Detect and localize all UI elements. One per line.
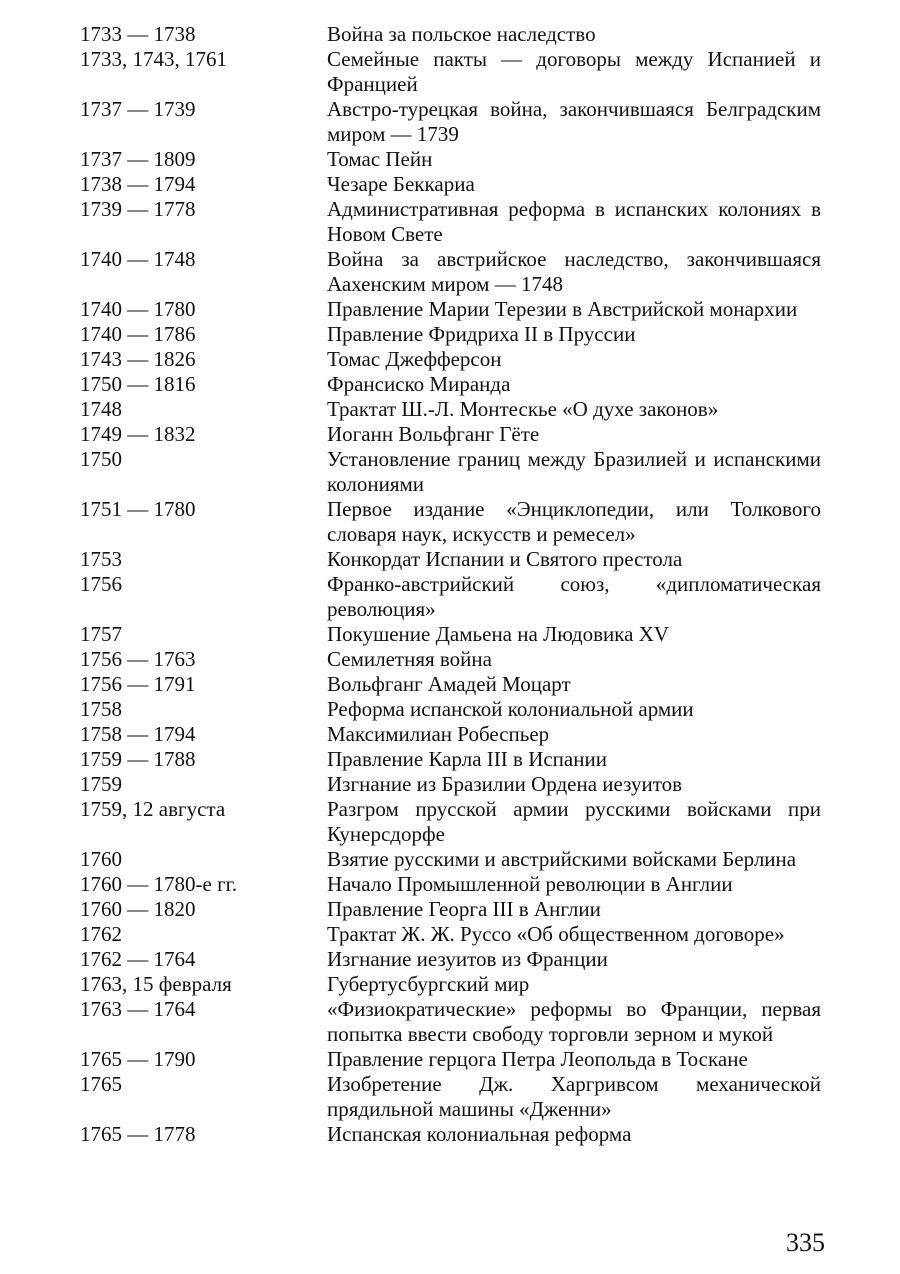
chronology-row (80, 197, 825, 247)
entry-event: Максимилиан Робеспьер (327, 722, 550, 746)
entry-date: 1737 — 1739 (80, 97, 196, 121)
entry-date: 1760 — 1780-е гг. (80, 872, 238, 896)
entry-event: Изобретение Дж. Харгривсом механической прядильной машины «Дженни» (327, 1072, 821, 1121)
entry-event: Война за австрийское наследство, закончившаяся Аахенским миром — 1748 (327, 247, 821, 296)
entry-event: «Физиократические» реформы во Франции, первая попытка ввести свободу торговли зерном и мукой (327, 997, 821, 1046)
entry-date: 1759, 12 августа (80, 797, 226, 821)
entry-event: Покушение Дамьена на Людовика XV (327, 622, 670, 646)
entry-event: Губертусбургский мир (327, 972, 530, 996)
entry-date: 1751 — 1780 (80, 497, 196, 521)
chronology-row (80, 647, 825, 672)
chronology-row (80, 372, 825, 397)
chronology-row (80, 622, 825, 647)
entry-event: Правление Карла III в Испании (327, 747, 607, 771)
chronology-row (80, 947, 825, 972)
chronology-row (80, 497, 825, 547)
entry-event: Томас Пейн (327, 147, 433, 171)
chronology-row (80, 747, 825, 772)
entry-date: 1740 — 1780 (80, 297, 196, 321)
entry-date: 1756 — 1763 (80, 647, 196, 671)
chronology-row (80, 897, 825, 922)
entry-event: Война за польское наследство (327, 22, 596, 46)
chronology-row (80, 922, 825, 947)
chronology-row (80, 797, 825, 847)
entry-date: 1733, 1743, 1761 (80, 47, 227, 71)
entry-date: 1749 — 1832 (80, 422, 196, 446)
entry-event: Семилетняя война (327, 647, 492, 671)
chronology-row (80, 172, 825, 197)
chronology-row (80, 297, 825, 322)
entry-date: 1738 — 1794 (80, 172, 196, 196)
entry-date: 1750 (80, 447, 122, 471)
entry-date: 1762 — 1764 (80, 947, 196, 971)
entry-event: Чезаре Беккариа (327, 172, 475, 196)
entry-date: 1756 — 1791 (80, 672, 196, 696)
entry-event: Трактат Ш.-Л. Монтескье «О духе законов» (327, 397, 719, 421)
entry-date: 1765 — 1778 (80, 1122, 196, 1146)
chronology-row (80, 972, 825, 997)
entry-date: 1765 — 1790 (80, 1047, 196, 1071)
entry-event: Правление герцога Петра Леопольда в Тоскане (327, 1047, 748, 1071)
entry-date: 1743 — 1826 (80, 347, 196, 371)
entry-date: 1759 — 1788 (80, 747, 196, 771)
entry-event: Франсиско Миранда (327, 372, 511, 396)
chronology-row (80, 722, 825, 747)
entry-date: 1739 — 1778 (80, 197, 196, 221)
entry-event: Реформа испанской колониальной армии (327, 697, 694, 721)
entry-date: 1759 (80, 772, 122, 796)
chronology-table (80, 22, 825, 1147)
chronology-row (80, 1122, 825, 1147)
entry-date: 1763, 15 февраля (80, 972, 232, 996)
chronology-row (80, 772, 825, 797)
chronology-row (80, 997, 825, 1047)
entry-date: 1760 (80, 847, 122, 871)
chronology-row (80, 1047, 825, 1072)
chronology-row (80, 347, 825, 372)
chronology-row (80, 247, 825, 297)
chronology-row (80, 97, 825, 147)
chronology-row (80, 147, 825, 172)
entry-date: 1763 — 1764 (80, 997, 196, 1021)
entry-event: Разгром прусской армии русскими войсками при Кунерсдорфе (327, 797, 821, 846)
entry-date: 1740 — 1786 (80, 322, 196, 346)
entry-event: Вольфганг Амадей Моцарт (327, 672, 571, 696)
chronology-row (80, 322, 825, 347)
entry-event: Взятие русскими и австрийскими войсками Берлина (327, 847, 797, 871)
entry-date: 1753 (80, 547, 122, 571)
entry-date: 1750 — 1816 (80, 372, 196, 396)
entry-event: Испанская колониальная реформа (327, 1122, 632, 1146)
chronology-row (80, 1072, 825, 1122)
entry-date: 1737 — 1809 (80, 147, 196, 171)
entry-event: Конкордат Испании и Святого престола (327, 547, 683, 571)
entry-date: 1762 (80, 922, 122, 946)
entry-event: Франко-австрийский союз, «дипломатическая революция» (327, 572, 821, 621)
entry-event: Правление Георга III в Англии (327, 897, 601, 921)
entry-date: 1758 (80, 697, 122, 721)
entry-event: Австро-турецкая война, закончившаяся Белградским миром — 1739 (327, 97, 821, 146)
entry-date: 1748 (80, 397, 122, 421)
chronology-row (80, 672, 825, 697)
entry-date: 1765 (80, 1072, 122, 1096)
entry-date: 1756 (80, 572, 122, 596)
entry-date: 1757 (80, 622, 122, 646)
entry-event: Томас Джефферсон (327, 347, 502, 371)
entry-date: 1733 — 1738 (80, 22, 196, 46)
entry-event: Семейные пакты — договоры между Испанией и Францией (327, 47, 821, 96)
entry-event: Трактат Ж. Ж. Руссо «Об общественном договоре» (327, 922, 785, 946)
chronology-row (80, 22, 825, 47)
entry-date: 1740 — 1748 (80, 247, 196, 271)
chronology-row (80, 397, 825, 422)
chronology-row (80, 697, 825, 722)
entry-date: 1760 — 1820 (80, 897, 196, 921)
entry-date: 1758 — 1794 (80, 722, 196, 746)
chronology-row (80, 872, 825, 897)
entry-event: Правление Марии Терезии в Австрийской монархии (327, 297, 798, 321)
entry-event: Изгнание из Бразилии Ордена иезуитов (327, 772, 683, 796)
chronology-row (80, 447, 825, 497)
chronology-row (80, 547, 825, 572)
entry-event: Установление границ между Бразилией и испанскими колониями (327, 447, 821, 496)
chronology-row (80, 47, 825, 97)
page-number: 335 (786, 1228, 825, 1257)
entry-event: Изгнание иезуитов из Франции (327, 947, 608, 971)
chronology-row (80, 422, 825, 447)
entry-event: Первое издание «Энциклопедии, или Толкового словаря наук, искусств и ремесел» (327, 497, 821, 546)
entry-event: Начало Промышленной революции в Англии (327, 872, 733, 896)
entry-event: Административная реформа в испанских колониях в Новом Свете (327, 197, 821, 246)
chronology-row (80, 572, 825, 622)
chronology-row (80, 847, 825, 872)
entry-event: Иоганн Вольфганг Гёте (327, 422, 540, 446)
entry-event: Правление Фридриха II в Пруссии (327, 322, 636, 346)
